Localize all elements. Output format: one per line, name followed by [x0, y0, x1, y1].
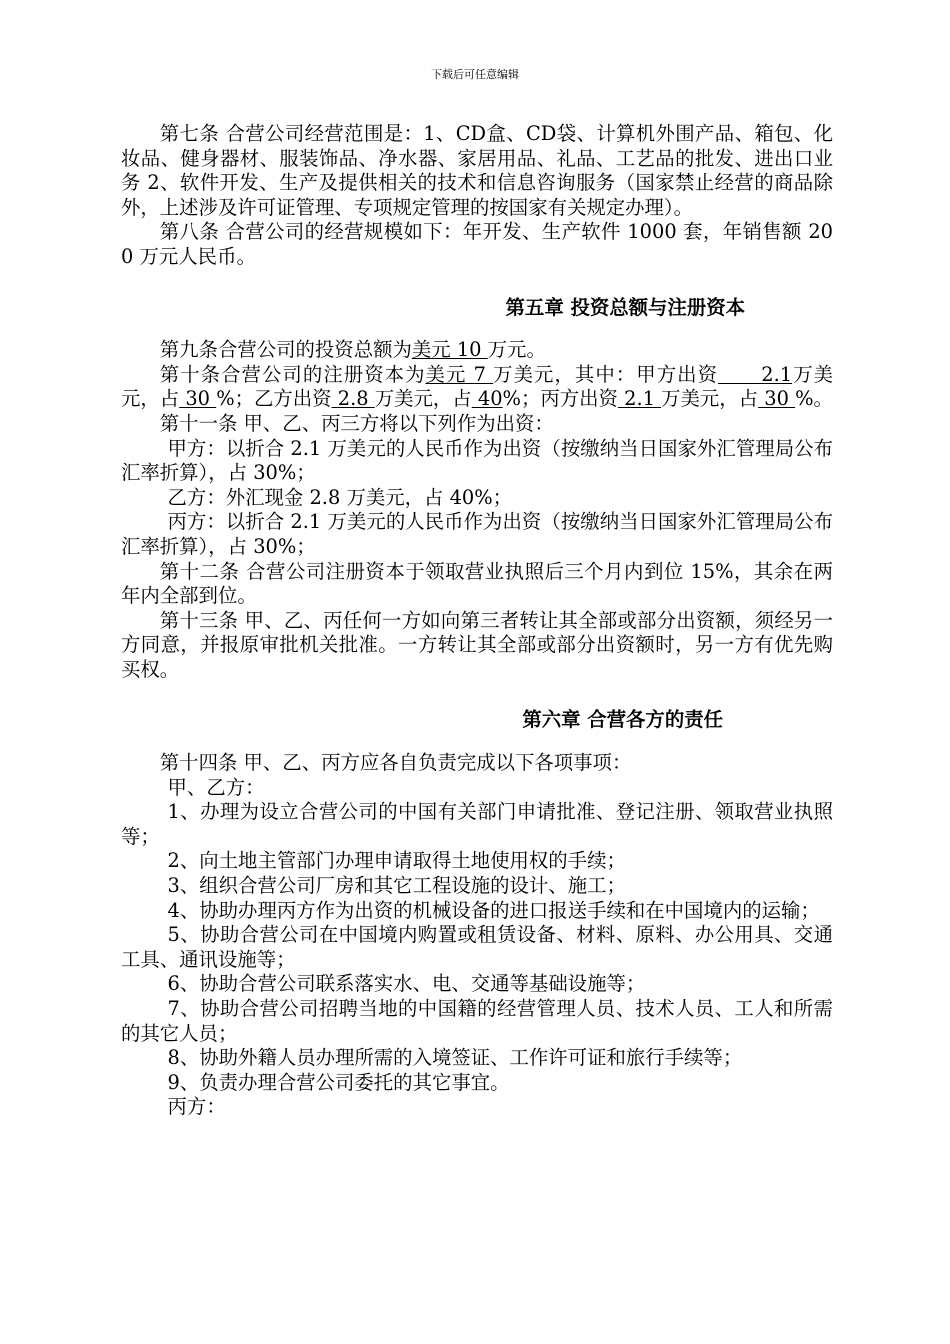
article-8: 第八条 合营公司的经营规模如下：年开发、生产软件 1000 套，年销售额 200 万元人民币。: [121, 220, 833, 268]
article-11-party-b: 乙方：外汇现金 2.8 万美元，占 40%；: [167, 485, 513, 509]
article-7: 第七条 合营公司经营范围是：1、CD盒、CD袋、计算机外围产品、箱包、化妆品、健身器材、服装饰品、净水器、家居用品、礼品、工艺品的批发、进出口业务 2、软件开发、生产及提供相关的技术和信息咨询服务（国家禁止经营的商品除外，上述涉及许可证管理、专项规定管理的按国家有关规定办理）。: [121, 122, 833, 219]
page-header: 下载后可任意编辑: [431, 68, 519, 81]
article-11-intro: 第十一条 甲、乙、丙三方将以下列作为出资：: [159, 411, 554, 435]
chapter-5-title: 第五章 投资总额与注册资本: [505, 295, 745, 319]
party-c-capital: 2.1: [617, 387, 662, 411]
list-item: 8、协助外籍人员办理所需的入境签证、工作许可证和旅行手续等；: [167, 1046, 743, 1070]
chapter-6-title: 第六章 合营各方的责任: [522, 708, 723, 732]
article-9: 第九条合营公司的投资总额为美元 10 万元。: [159, 338, 546, 362]
document-body: [121, 122, 833, 1120]
list-item: 1、办理为设立合营公司的中国有关部门申请批准、登记注册、领取营业执照等；: [121, 800, 833, 848]
article-10: 第十条合营公司的注册资本为美元 7 万美元，其中：甲方出资 2.1万美元，占 30 %；乙方出资 2.8 万美元，占 40%；丙方出资 2.1 万美元，占 30 %。: [121, 362, 834, 411]
article-11-party-c: 丙方：以折合 2.1 万美元的人民币作为出资（按缴纳当日国家外汇管理局公布汇率折算），占 30%；: [121, 510, 833, 558]
total-investment-amount: 美元 10: [411, 338, 488, 362]
registered-capital-amount: 美元 7: [425, 362, 494, 386]
article-13: 第十三条 甲、乙、丙任何一方如向第三者转让其全部或部分出资额，须经另一方同意，并报原审批机关批准。一方转让其全部或部分出资额时，另一方有优先购买权。: [121, 608, 833, 681]
party-a-capital: 2.1: [718, 362, 793, 386]
party-b-percent: 40: [471, 387, 503, 411]
article-14-party-ab: 甲、乙方：: [167, 775, 265, 799]
article-12: 第十二条 合营公司注册资本于领取营业执照后三个月内到位 15%，其余在两年内全部到位。: [121, 559, 833, 608]
party-c-percent: 30: [758, 387, 796, 411]
list-item: 7、协助合营公司招聘当地的中国籍的经营管理人员、技术人员、工人和所需的其它人员；: [121, 997, 833, 1045]
list-item: 3、组织合营公司厂房和其它工程设施的设计、施工；: [167, 874, 626, 898]
article-14-intro: 第十四条 甲、乙、丙方应各自负责完成以下各项事项：: [159, 751, 632, 775]
list-item: 4、协助办理丙方作为出资的机械设备的进口报送手续和在中国境内的运输；: [167, 898, 820, 922]
list-item: 2、向土地主管部门办理申请取得土地使用权的手续；: [167, 849, 626, 873]
list-item: 5、协助合营公司在中国境内购置或租赁设备、材料、原料、办公用具、交通工具、通讯设施等；: [121, 923, 833, 971]
list-item: 9、负责办理合营公司委托的其它事宜。: [167, 1070, 510, 1094]
party-a-percent: 30: [179, 387, 217, 411]
list-item: 6、协助合营公司联系落实水、电、交通等基础设施等；: [167, 972, 646, 996]
article-14-party-c: 丙方：: [167, 1095, 226, 1119]
article-11-party-a: 甲方：以折合 2.1 万美元的人民币作为出资（按缴纳当日国家外汇管理局公布汇率折算），占 30%；: [121, 436, 833, 485]
party-b-capital: 2.8: [331, 387, 375, 411]
